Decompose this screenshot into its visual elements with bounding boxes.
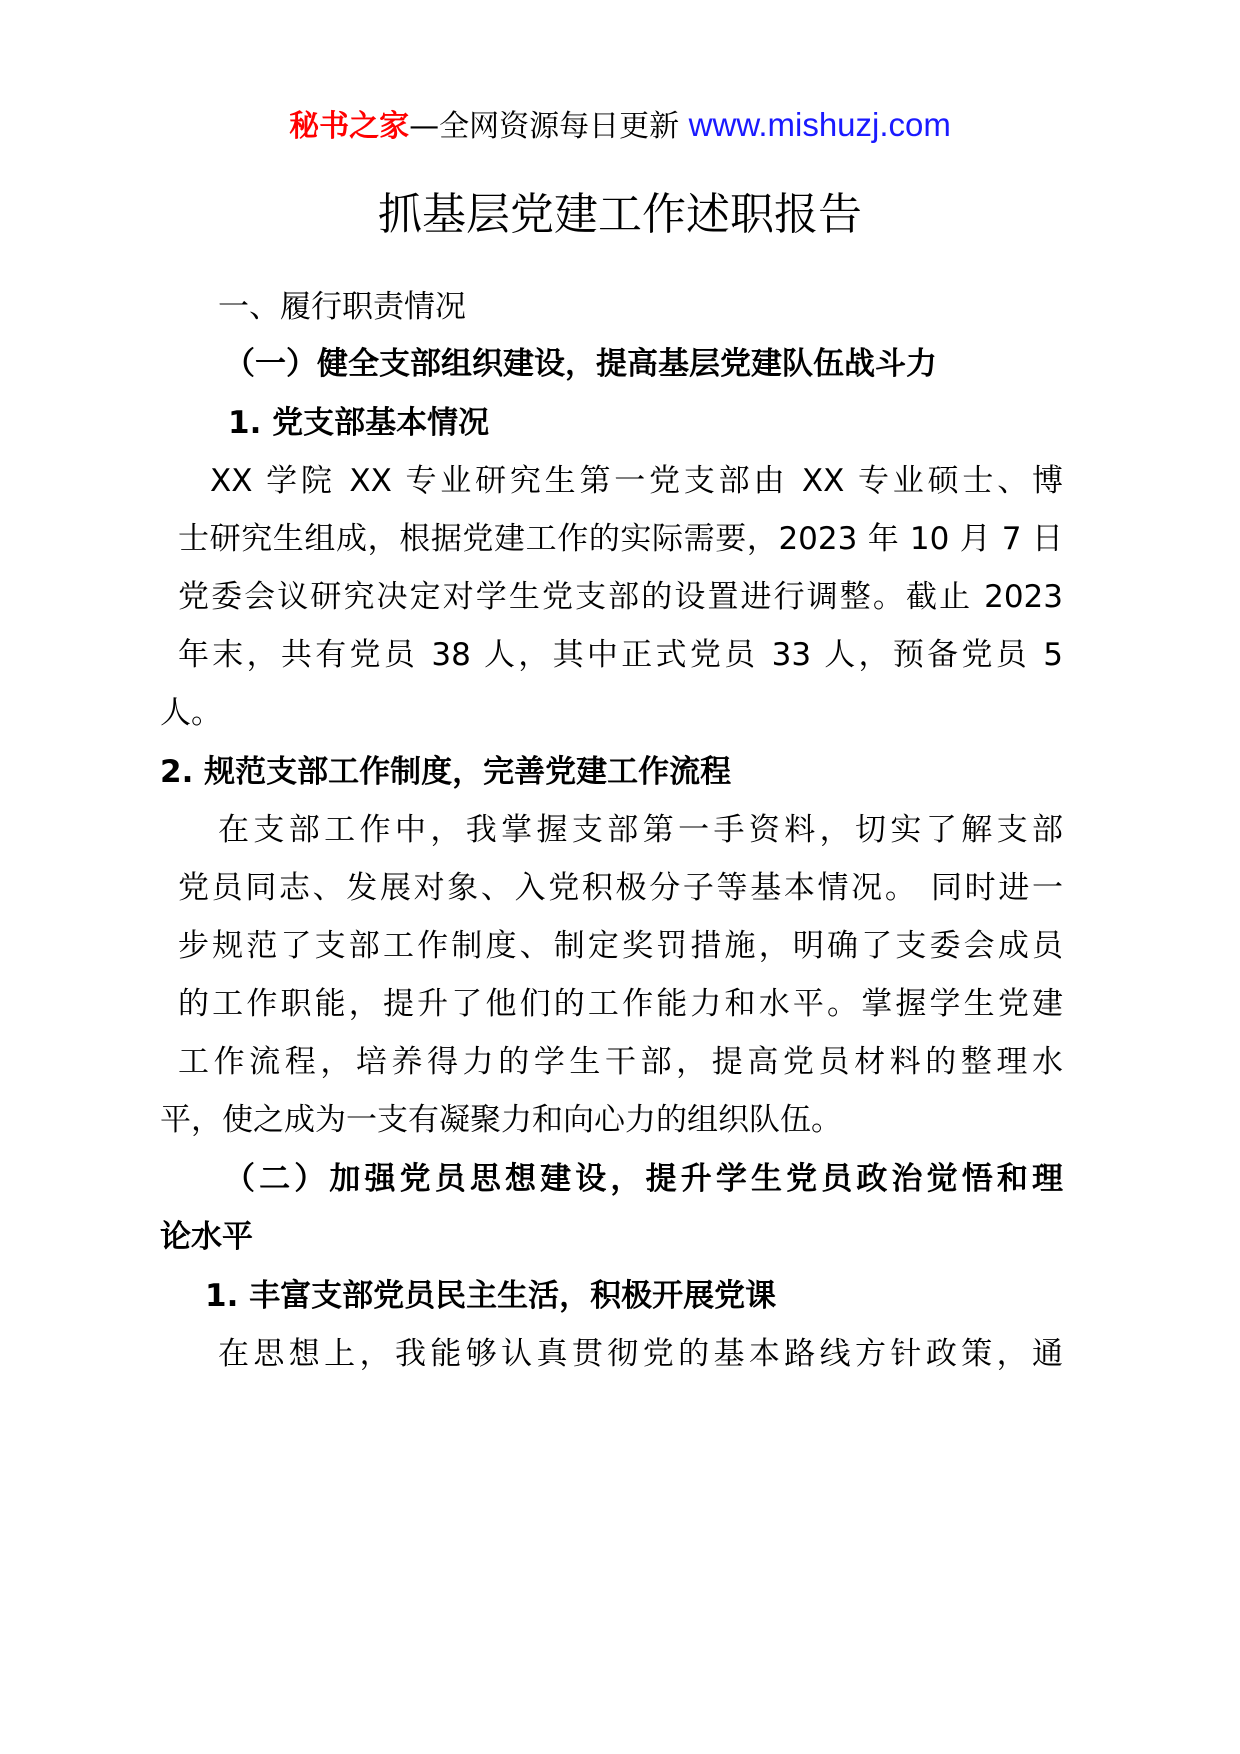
paragraph-1-line-3: 党委会议研究决定对学生党支部的设置进行调整。截止 2023 <box>178 579 1063 615</box>
site-header <box>0 108 1240 142</box>
paragraph-2-line-4: 的工作职能，提升了他们的工作能力和水平。掌握学生党建 <box>178 986 1063 1022</box>
paragraph-2-line-2: 党员同志、发展对象、入党积极分子等基本情况。 同时进一 <box>178 870 1063 906</box>
item-heading-2: 2. 规范支部工作制度，完善党建工作流程 <box>160 754 732 790</box>
item-heading-3: 1. 丰富支部党员民主生活，积极开展党课 <box>205 1278 777 1314</box>
site-tagline: —全网资源每日更新 <box>409 109 689 144</box>
subsection-heading-2-line-2: 论水平 <box>160 1219 253 1255</box>
subsection-heading-2-line-1: （二）加强党员思想建设，提升学生党员政治觉悟和理 <box>224 1161 1063 1197</box>
paragraph-2-line-5: 工作流程，培养得力的学生干部，提高党员材料的整理水 <box>178 1044 1063 1080</box>
site-url[interactable]: www.mishuzj.com <box>688 106 951 143</box>
item-heading-1: 1. 党支部基本情况 <box>228 405 490 441</box>
site-brand: 秘书之家 <box>289 109 410 144</box>
paragraph-2-line-6: 平，使之成为一支有凝聚力和向心力的组织队伍。 <box>160 1102 842 1138</box>
paragraph-1-line-4: 年末，共有党员 38 人，其中正式党员 33 人，预备党员 5 <box>178 637 1063 673</box>
paragraph-1-line-1: XX 学院 XX 专业研究生第一党支部由 XX 专业硕士、博 <box>210 463 1063 499</box>
paragraph-1-line-2: 士研究生组成，根据党建工作的实际需要，2023 年 10 月 7 日 <box>178 521 1063 557</box>
paragraph-2-line-1: 在支部工作中，我掌握支部第一手资料，切实了解支部 <box>218 812 1063 848</box>
paragraph-1-line-5: 人。 <box>160 695 222 731</box>
document-title: 抓基层党建工作述职报告 <box>378 189 862 240</box>
paragraph-3-line-1: 在思想上，我能够认真贯彻党的基本路线方针政策，通 <box>218 1336 1063 1372</box>
subsection-heading-1: （一）健全支部组织建设，提高基层党建队伍战斗力 <box>224 346 937 382</box>
paragraph-2-line-3: 步规范了支部工作制度、制定奖罚措施，明确了支委会成员 <box>178 928 1063 964</box>
section-heading-1: 一、履行职责情况 <box>218 289 466 325</box>
